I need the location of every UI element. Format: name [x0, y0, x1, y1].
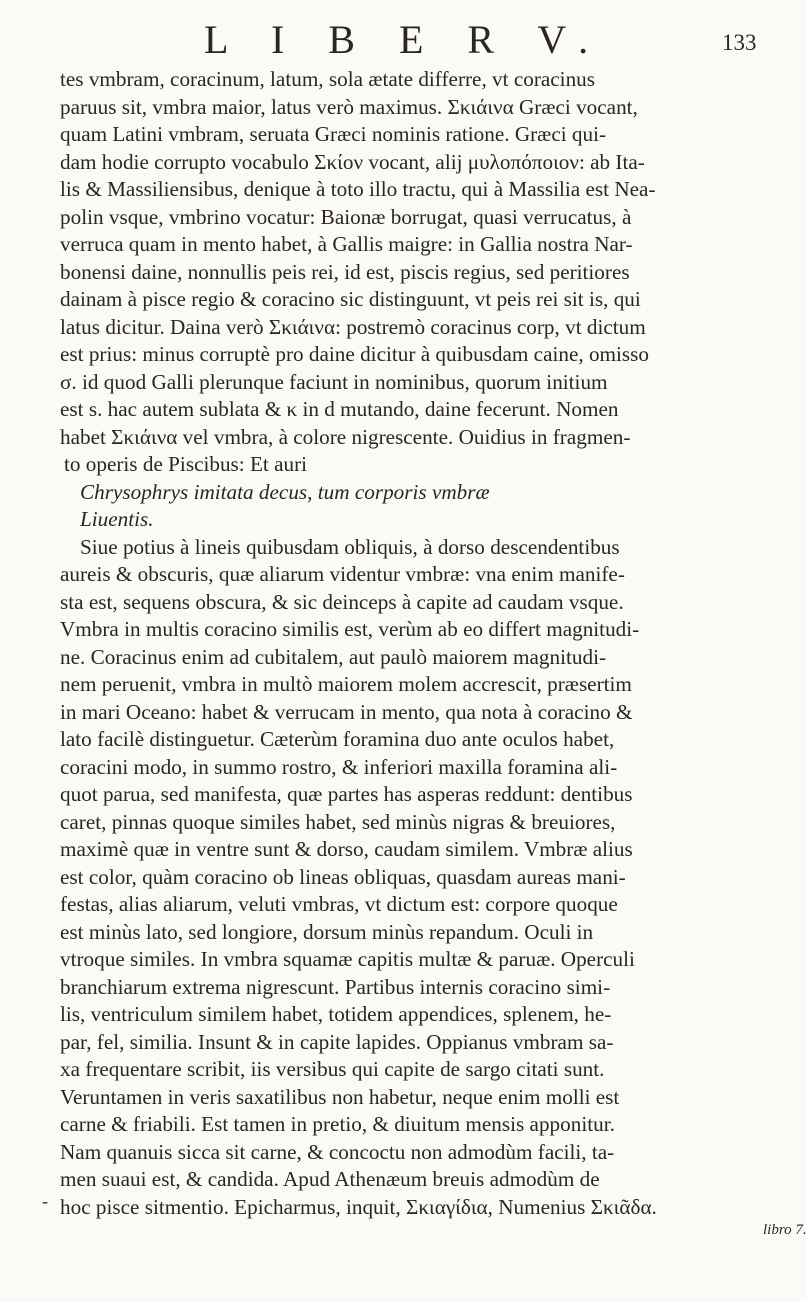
text-line: quam Latini vmbram, seruata Græci nominis ratione. Græci qui- [60, 122, 607, 146]
text-line: est minùs lato, sed longiore, dorsum minùs repandum. Oculi in [60, 919, 594, 944]
text-line: par, fel, similia. Insunt & in capite lapides. Oppianus vmbram sa- [60, 1029, 614, 1054]
text-line: caret, pinnas quoque similes habet, sed minùs nigras & breuiores, [60, 809, 616, 834]
text-line: in mari Oceano: habet & verrucam in mento, qua nota à coracino & [60, 699, 633, 724]
text-line: lis & Massiliensibus, denique à toto illo tractu, qui à Massilia est Nea- [60, 177, 656, 201]
text-line: dam hodie corrupto vocabulo Σκίον vocant, alij μυλοπόποιον: ab Ita- [60, 149, 645, 174]
text-line: est prius: minus corruptè pro daine dicitur à quibusdam caine, omisso [60, 342, 650, 366]
text-line: to operis de Piscibus: Et auri [64, 452, 308, 476]
text-line: lis, ventriculum similem habet, totidem appendices, splenem, he- [60, 1002, 612, 1026]
text-line: Chrysophrys imitata decus, tum corporis vmbræ [80, 479, 490, 504]
text-line: branchiarum extrema nigrescunt. Partibus internis coracino simi- [60, 974, 611, 999]
text-line: polin vsque, vmbrino vocatur: Baionæ borrugat, quasi verrucatus, à [60, 204, 632, 229]
text-line: ne. Coracinus enim ad cubitalem, aut paulò maiorem magnitudi- [60, 644, 607, 669]
text-line: bonensi daine, nonnullis peis rei, id est, piscis regius, sed peritiores [60, 259, 630, 284]
body-text [60, 66, 746, 1221]
text-line: coracini modo, in summo rostro, & inferiori maxilla foramina ali- [60, 754, 618, 779]
text-line: Liuentis. [80, 507, 154, 531]
text-line: dainam à pisce regio & coracino sic distinguunt, vt peis rei sit is, qui [60, 287, 641, 311]
text-line: tes vmbram, coracinum, latum, sola ætate differre, vt coracinus [60, 67, 596, 91]
text-line: vtroque similes. In vmbra squamæ capitis multæ & paruæ. Operculi [60, 947, 635, 971]
text-line: Vmbra in multis coracino similis est, verùm ab eo differt magnitudi- [60, 617, 640, 641]
text-line: nem peruenit, vmbra in multò maiorem molem accrescit, præsertim [60, 672, 632, 696]
text-line: sta est, sequens obscura, & sic deinceps à capite ad caudam vsque. [60, 589, 624, 614]
text-line: Siue potius à lineis quibusdam obliquis, à dorso descendentibus [80, 534, 620, 559]
text-line: lato facilè distinguetur. Cæterùm foramina duo ante oculos habet, [60, 727, 615, 751]
book-title: L I B E R V. [204, 17, 606, 62]
margin-mark: - [42, 1191, 48, 1211]
text-line: paruus sit, vmbra maior, latus verò maximus. Σκιάινα Græci vocant, [60, 94, 638, 119]
text-line: verruca quam in mento habet, à Gallis maigre: in Gallia nostra Nar- [60, 232, 633, 256]
text-line: σ. id quod Galli plerunque faciunt in nominibus, quorum initium [60, 369, 608, 394]
text-line: Nam quanuis sicca sit carne, & concoctu non admodùm facili, ta- [60, 1139, 615, 1164]
text-line: festas, alias aliarum, veluti vmbras, vt dictum est: corpore quoque [60, 892, 618, 916]
text-line: maximè quæ in ventre sunt & dorso, caudam similem. Vmbræ alius [60, 837, 633, 861]
text-line: carne & friabili. Est tamen in pretio, & diuitum mensis apponitur. [60, 1112, 615, 1136]
margin-note: libro 7. [763, 1222, 807, 1238]
text-line: hoc pisce sitmentio. Epicharmus, inquit, Σκιαγίδια, Numenius Σκιᾶδα. [60, 1194, 657, 1219]
text-line: xa frequentare scribit, iis versibus qui capite de sargo citati sunt. [60, 1057, 605, 1081]
text-line: habet Σκιάινα vel vmbra, à colore nigrescente. Ouidius in fragmen- [60, 424, 631, 449]
running-head [0, 16, 800, 62]
text-line: est s. hac autem sublata & κ in d mutando, daine fecerunt. Nomen [60, 397, 619, 421]
text-line: Veruntamen in veris saxatilibus non habetur, neque enim molli est [60, 1084, 620, 1109]
text-line: est color, quàm coracino ob lineas obliquas, quasdam aureas mani- [60, 864, 626, 889]
page-number: 133 [722, 30, 757, 55]
text-line: quot parua, sed manifesta, quæ partes has asperas reddunt: dentibus [60, 782, 633, 806]
text-line: men suaui est, & candida. Apud Athenæum breuis admodùm de [60, 1167, 600, 1191]
text-line: latus dicitur. Daina verò Σκιάινα: postremò coracinus corp, vt dictum [60, 314, 646, 339]
text-line: aureis & obscuris, quæ aliarum videntur vmbræ: vna enim manife- [60, 562, 625, 586]
